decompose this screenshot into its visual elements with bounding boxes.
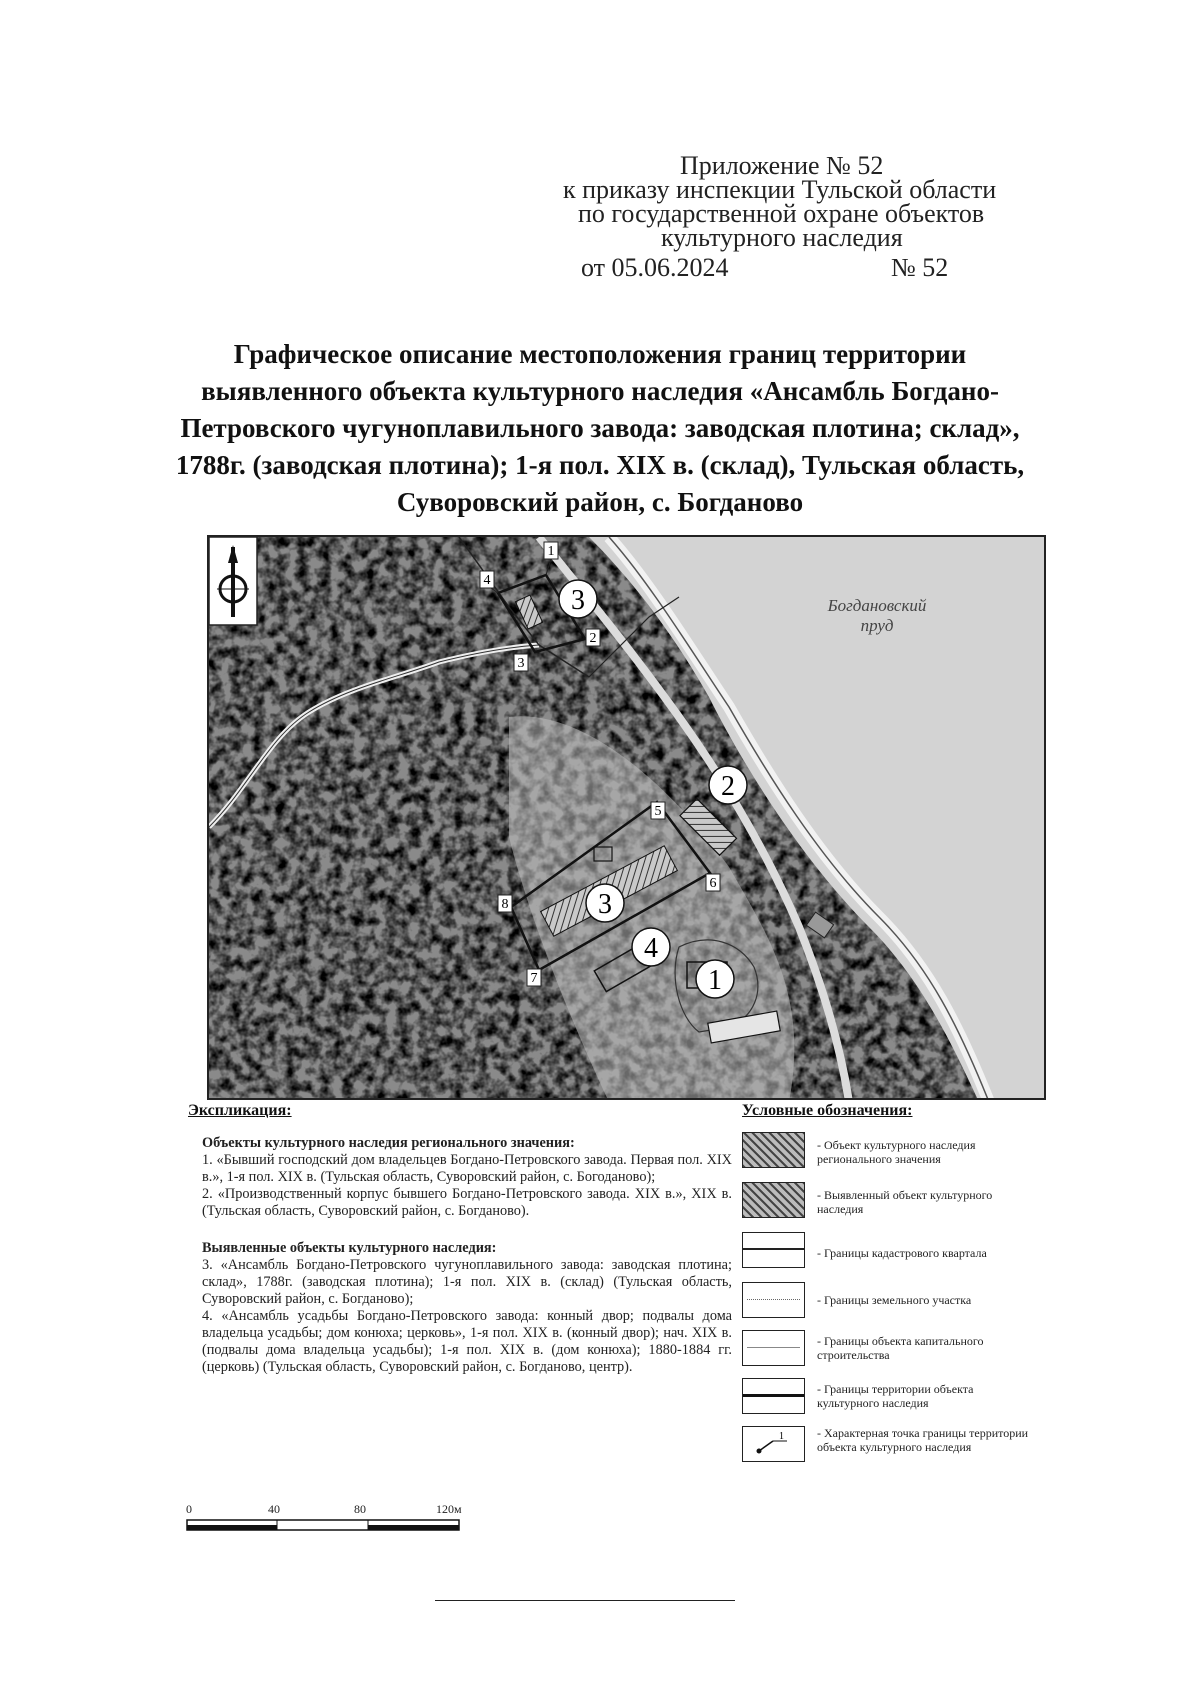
svg-text:4: 4 (483, 573, 491, 588)
regional-object-1: 1. «Бывший господский дом владельцев Богдано-Петровского завода. Первая пол. XIX в.», 1-я пол. XIX в. (Тульская область, Суворовский район, с. Богоданово); (202, 1152, 732, 1185)
object-marker-4 (632, 928, 670, 966)
legend-land-plot-swatch (742, 1282, 805, 1318)
object-marker-3-dam (559, 580, 597, 618)
explication-heading: Экспликация: (188, 1102, 292, 1119)
legend-cadastral-text: - Границы кадастрового квартала (817, 1246, 987, 1260)
boundary-point-5 (651, 802, 665, 819)
north-arrow-icon (209, 537, 257, 625)
legend-identified-text: - Выявленный объект культурного наследия (817, 1188, 993, 1216)
legend-territory-swatch (742, 1378, 805, 1414)
legend-point-text: - Характерная точка границы территории объекта культурного наследия (817, 1426, 1029, 1454)
regional-object-2: 2. «Производственный корпус бывшего Богдано-Петровского завода. XIX в.», XIX в. (Тульская область, Суворовский район, с. Богданово). (202, 1186, 732, 1219)
svg-text:3: 3 (598, 889, 612, 920)
legend-territory-text: - Границы территории объекта культурного наследия (817, 1382, 974, 1410)
legend-building-swatch (742, 1330, 805, 1366)
document-title: Графическое описание местоположения границ территории выявленного объекта культурного наследия «Ансамбль Богдано- Петровского чугуноплавильного завода: заводская плотина; склад», 1788г. (заводская плотина); 1-я пол. XIX в. (склад), Тульская область, Суворовский район, с. Богданово (175, 339, 1025, 517)
svg-text:1: 1 (547, 544, 555, 559)
regional-objects-heading: Объекты культурного наследия регионального значения: (202, 1135, 575, 1151)
pond-label: Богдановский (827, 596, 927, 615)
legend-building-text: - Границы объекта капитального строительства (817, 1334, 984, 1362)
appendix-number: Приложение № 52 (680, 151, 884, 180)
order-date: от 05.06.2024 (581, 253, 729, 282)
scale-label-80: 80 (354, 1502, 366, 1516)
svg-text:8: 8 (501, 897, 509, 912)
legend-identified-swatch (742, 1182, 805, 1218)
legend-land-plot-text: - Границы земельного участка (817, 1293, 972, 1307)
svg-text:2: 2 (721, 771, 735, 802)
svg-text:4: 4 (644, 933, 658, 964)
boundary-point-6 (706, 874, 720, 891)
svg-text:1: 1 (779, 1431, 784, 1442)
site-map (207, 535, 1046, 1100)
scale-label-120: 120м (436, 1502, 462, 1516)
legend-regional-swatch (742, 1132, 805, 1168)
boundary-point-2 (586, 629, 600, 646)
svg-text:6: 6 (709, 876, 717, 891)
svg-text:2: 2 (589, 631, 597, 646)
legend-cadastral-swatch (742, 1232, 805, 1268)
svg-text:3: 3 (517, 656, 525, 671)
pond-label-2: пруд (860, 616, 894, 635)
scale-bar (186, 1518, 466, 1536)
legend-heading: Условные обозначения: (742, 1102, 913, 1119)
heritage-label: культурного наследия (661, 223, 903, 252)
order-reference: к приказу инспекции Тульской области (563, 175, 997, 204)
object-marker-2 (709, 766, 747, 804)
boundary-point-3 (514, 654, 528, 671)
identified-objects-heading: Выявленные объекты культурного наследия: (202, 1240, 497, 1256)
svg-text:7: 7 (530, 971, 538, 986)
order-number: № 52 (891, 253, 949, 282)
boundary-point-7 (527, 969, 541, 986)
identified-object-3: 3. «Ансамбль Богдано-Петровского чугуноплавильного завода: заводская плотина; склад», 1788г. (заводская плотина); 1-я пол. XIX в. (склад) (Тульская область, Суворовский район, с. Богданово); (202, 1257, 732, 1307)
legend-regional-text: - Объект культурного наследия регионального значения (817, 1138, 976, 1166)
svg-text:1: 1 (708, 965, 722, 996)
scale-label-0: 0 (186, 1502, 192, 1516)
object-marker-1 (696, 960, 734, 998)
inspection-name: по государственной охране объектов (578, 199, 985, 228)
object-marker-3-warehouse (586, 884, 624, 922)
scale-label-40: 40 (268, 1502, 280, 1516)
svg-text:5: 5 (654, 804, 662, 819)
legend-point-swatch (742, 1426, 805, 1462)
bottom-rule (435, 1600, 735, 1601)
identified-object-4: 4. «Ансамбль усадьбы Богдано-Петровского завода: конный двор; подвалы дома владельца усадьбы; дом конюха; церковь», 1-я пол. XIX в. (конный двор); нач. XIX в. (подвалы дома владельца усадьбы); 1-я пол. XIX в. (дом конюха); 1880-1884 гг. (церковь) (Тульская область, Суворовский район, с. Богданово, центр). (202, 1308, 732, 1375)
boundary-point-8 (498, 895, 512, 912)
svg-text:3: 3 (571, 585, 585, 616)
